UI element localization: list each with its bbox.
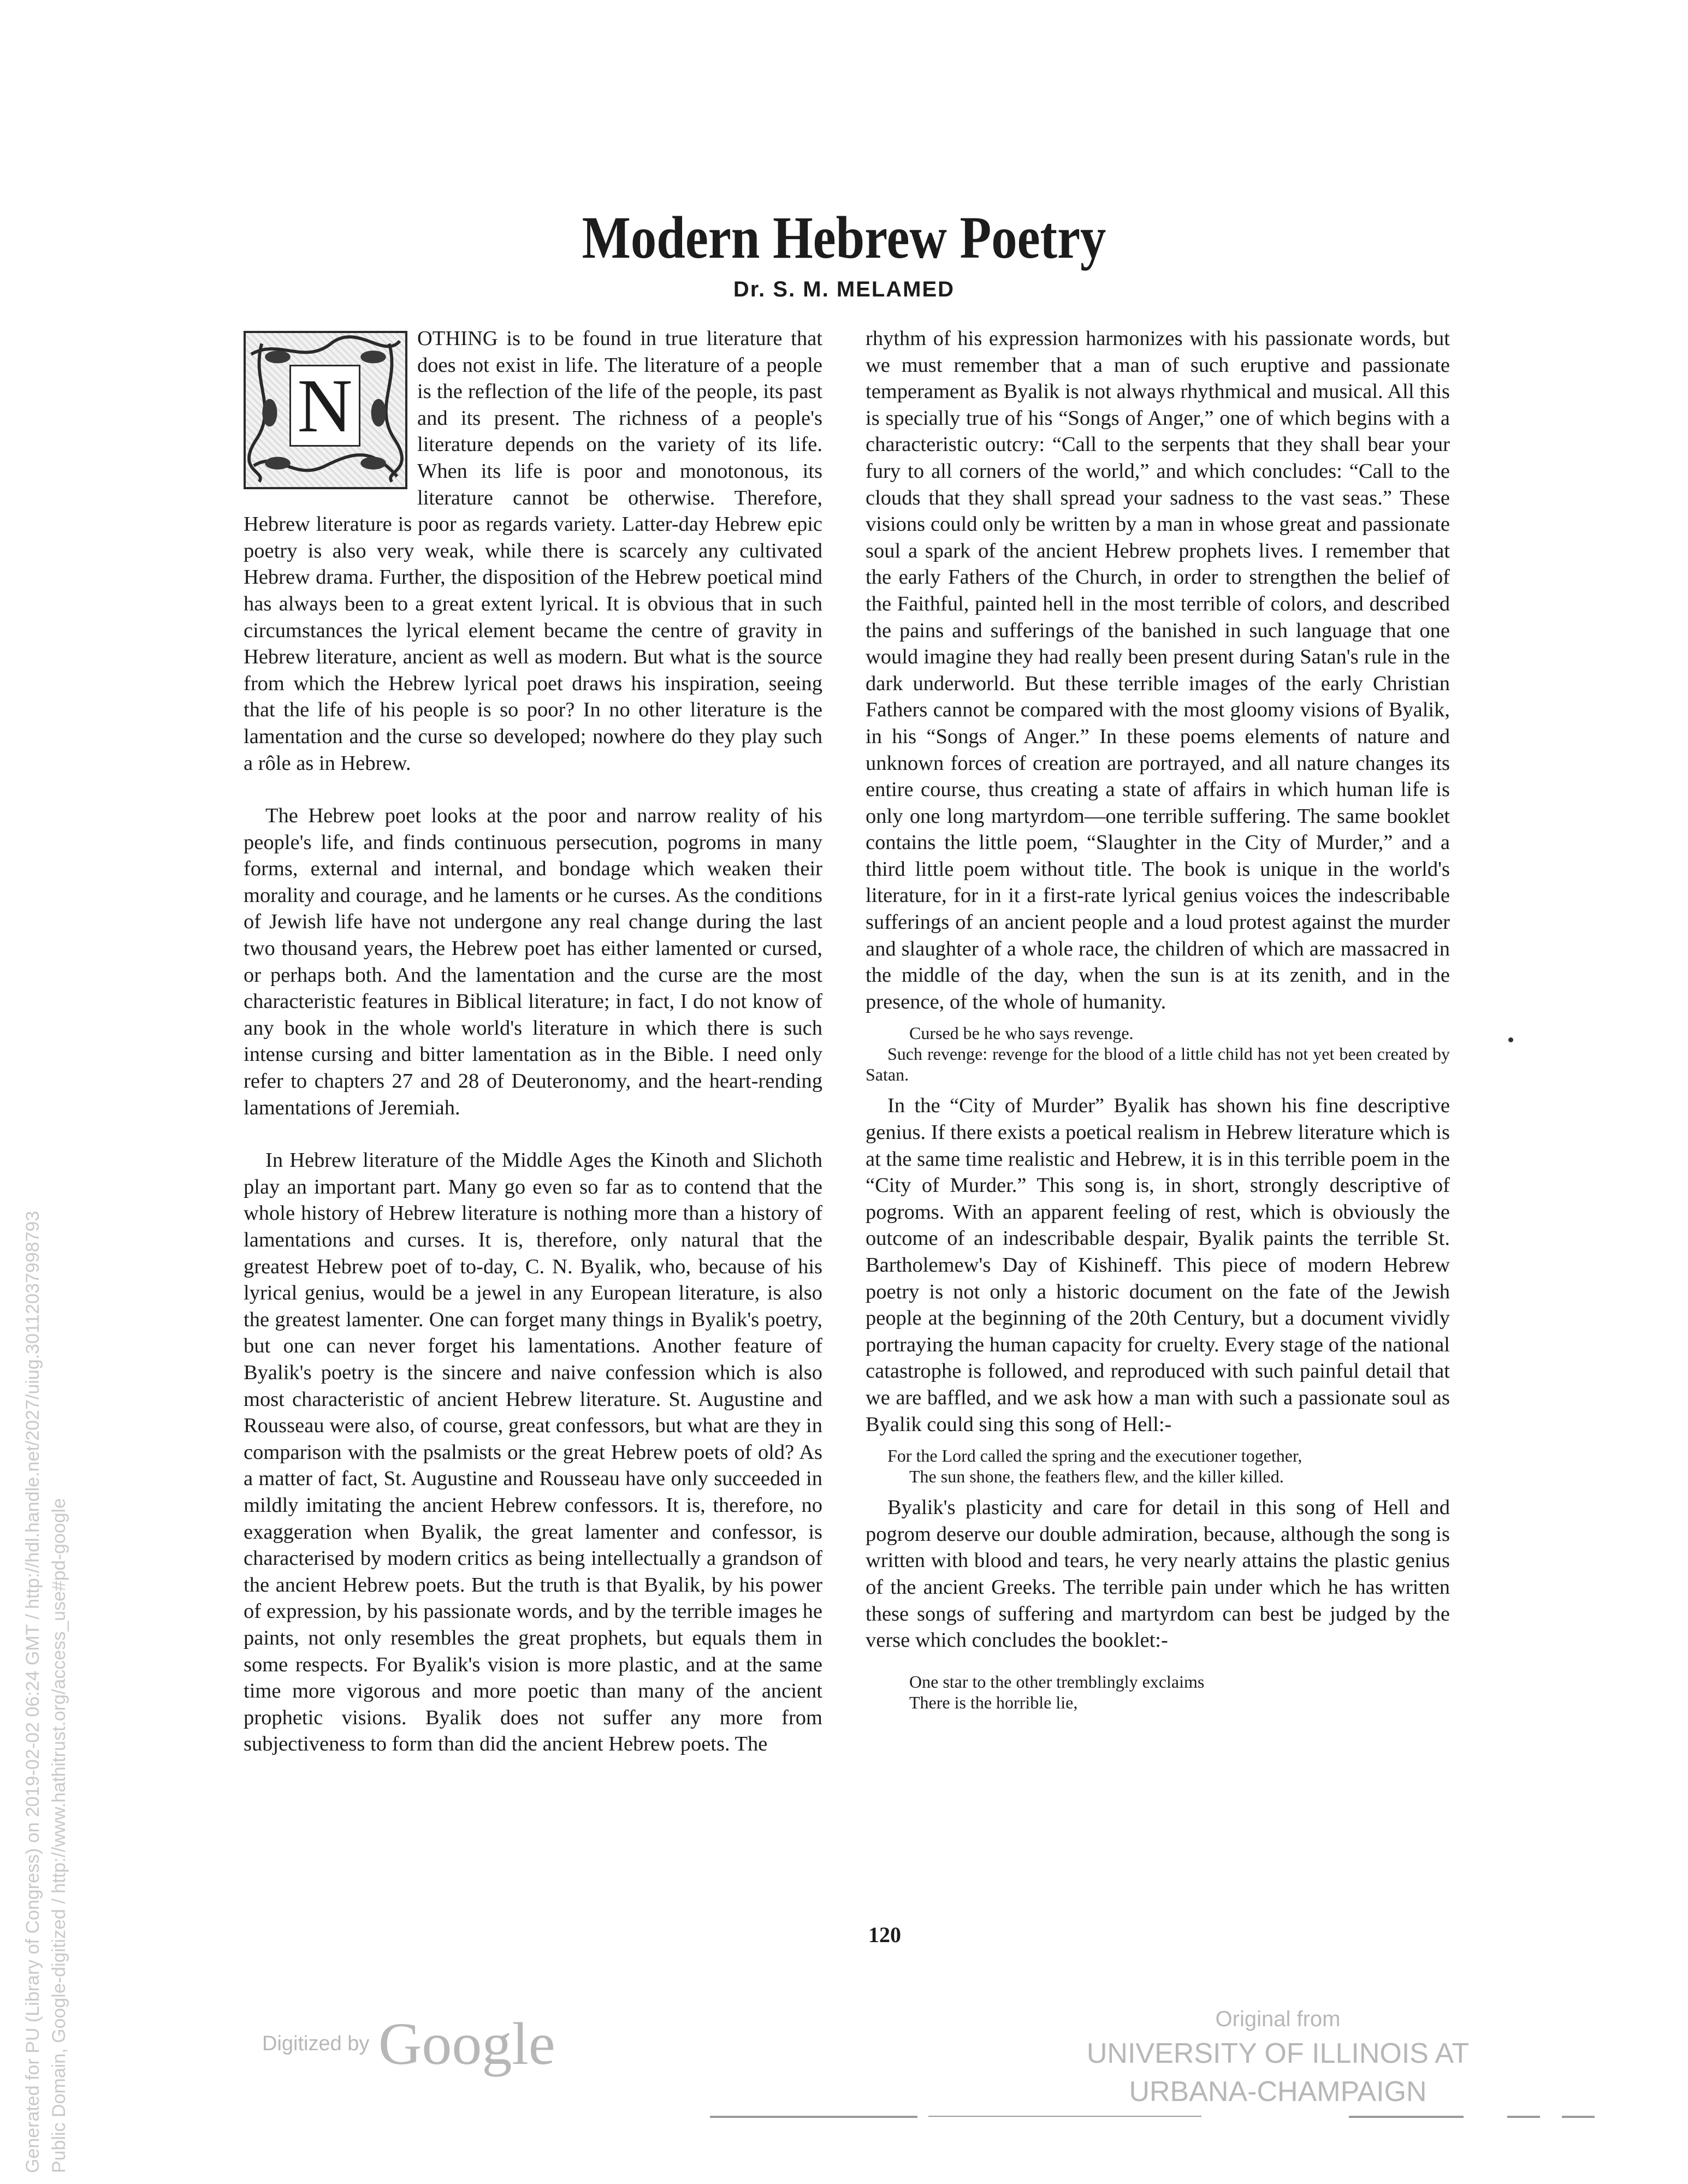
paragraph-3: In Hebrew literature of the Middle Ages the Kinoth and Slichoth play an important part. Many go even so far as to contend that the whole history of Hebrew literature is nothing more than a history of lamentations and curses. It is, therefore, only natural that the greatest Hebrew poet of to-day, C. N. Byalik, who, because of his lyrical genius, would be a jewel in any European literature, is also the greatest lamenter. One can forget many things in Byalik's poetry, but one can never forget his lamentations. Another feature of Byalik's poetry is the sincere and naive confession which is also most characteristic of ancient Hebrew literature. St. Augustine and Rousseau were also, of course, great confessors, but what are they in comparison with the psalmists or the great Hebrew poets of old? As a matter of fact, St. Augustine and Rousseau have only succeeded in mildly imitating the ancient Hebrew confessors. It is, therefore, no exaggeration when Byalik, the great lamenter and confessor, is characterised by modern critics as being intellectually a grandson of the ancient Hebrew poets. But the truth is that Byalik, by his power of expression, by his passionate words, and by the terrible images he paints, not only resembles the great prophets, but equals them in some respects. For Byalik's vision is more plastic, and at the same time more vigorous and more poetic than many of the ancient prophetic visions. Byalik does not suffer any more from subjectiveness to form than did the ancient Hebrew poets. The: [244, 1149, 822, 1756]
dropcap-letter: N: [289, 365, 360, 447]
article-title: Modern Hebrew Poetry: [582, 204, 1106, 271]
quote-2-line-1: For the Lord called the spring and the executioner together,: [887, 1446, 1302, 1466]
quote-2-line-2: The sun shone, the feathers flew, and the killer killed.: [909, 1467, 1284, 1487]
ornamental-dropcap: [244, 331, 407, 489]
institution-line-1: UNIVERSITY OF ILLINOIS AT: [1086, 2038, 1470, 2069]
access-stamp-line-2: Public Domain, Google-digitized / http://www.hathitrust.org/access_use#pd-google: [49, 1498, 69, 2173]
left-column: [244, 325, 822, 1758]
paragraph-5: In the “City of Murder” Byalik has shown his fine descriptive genius. If there exists a poetical realism in Hebrew literature which is at the same time realistic and Hebrew, it is in this terrible poem in the “City of Murder.” This song is, in short, strongly descriptive of pogroms. With an apparent feeling of rest, which is obviously the outcome of an indescribable despair, Byalik paints the terrible St. Bartholemew's Day of Kishineff. This piece of modern Hebrew poetry is not only a historic document on the fate of the Jewish people at the beginning of the 20th Century, but a document vividly portraying the human capacity for cruelty. Every stage of the national catastrophe is followed, and reproduced with such painful detail that we are baffled, and we ask how a man with such a passionate soul as Byalik could sing this song of Hell:-: [866, 1094, 1450, 1436]
original-from-block: [1070, 2004, 1485, 2111]
paragraph-2: The Hebrew poet looks at the poor and narrow reality of his people's life, and finds continuous persecution, pogroms in many forms, external and internal, and bondage which weaken their morality and courage, and he laments or he curses. As the conditions of Jewish life have not undergone any real change during the last two thousand years, the Hebrew poet has either lamented or cursed, or perhaps both. And the lamentation and the curse are the most characteristic features in Biblical literature; in fact, I do not know of any book in the whole world's literature in which there is such intense cursing and bitter lamentation as in the Bible. I need only refer to chapters 27 and 28 of Deuteronomy, and the heart-rending lamentations of Jeremiah.: [244, 804, 822, 1119]
digitized-by-label: Digitized by: [262, 2032, 370, 2055]
quote-1-line-2: Such revenge: revenge for the blood of a little child has not yet been created by Satan.: [866, 1044, 1450, 1085]
digitized-by-google: [262, 2009, 555, 2077]
institution-line-2: URBANA-CHAMPAIGN: [1129, 2076, 1427, 2108]
scan-rule-3: [1349, 2116, 1464, 2118]
paragraph-1-text: OTHING is to be found in true literature that does not exist in life. The literature of a people is the reflection of the life of the people, its past and its present. The richness of a people's literature depends on the variety of its life. When its life is poor and monotonous, its literature cannot be otherwise. Therefore, Hebrew literature is poor as regards variety. Latter-day Hebrew epic poetry is also very weak, while there is scarcely any cultivated Hebrew drama. Further, the disposition of the Hebrew poetical mind has always been to a great extent lyrical. It is obvious that in such circumstances the lyrical element became the centre of gravity in Hebrew literature, ancient as well as modern. But what is the source from which the Hebrew lyrical poet draws his inspiration, seeing that the life of his people is so poor? In no other literature is the lamentation and the curse so developed; nowhere do they play such a rôle as in Hebrew.: [244, 327, 822, 775]
paragraph-4: rhythm of his expression harmonizes with his passionate words, but we must remember that a man of such eruptive and passionate temperament as Byalik is not always rhythmical and musical. All this is specially true of his “Songs of Anger,” one of which begins with a characteristic outcry: “Call to the serpents that they shall bear your fury to all corners of the world,” and which concludes: “Call to the clouds that they shall spread your sadness to the vast seas.” These visions could only be written by a man in whose great and passionate soul a spark of the ancient Hebrew prophets lives. I remember that the early Fathers of the Church, in order to strengthen the belief of the Faithful, painted hell in the most terrible of colors, and described the pains and sufferings of the banished in such language that one would imagine they had really been present during Satan's rule in the dark underworld. But these terrible images of the early Christian Fathers cannot be compared with the most gloomy visions of Byalik, in his “Songs of Anger.” In these poems elements of nature and unknown forces of creation are portrayed, and all nature changes its entire course, thus creating a state of affairs in which human life is only one long martyrdom—one terrible suffering. The same booklet contains the little poem, “Slaughter in the City of Murder,” and a third little poem without title. The book is unique in the world's literature, for in it a first-rate lyrical genius voices the indescribable sufferings of an ancient people and a loud protest against the murder and slaughter of a whole race, the children of which are massacred in the middle of the day, when the sun is at its zenith, and in the presence, of the whole of humanity.: [866, 327, 1450, 1013]
page-number: 120: [868, 1922, 901, 1947]
scan-rule-1: [710, 2116, 917, 2118]
scan-speck: [1508, 1037, 1513, 1042]
scan-rule-5: [1562, 2116, 1595, 2118]
right-column: [866, 325, 1450, 1713]
paragraph-1: [244, 325, 822, 776]
google-logo: Google: [378, 2010, 555, 2077]
poem-line-1: One star to the other tremblingly exclaims: [909, 1671, 1205, 1692]
article-author: Dr. S. M. MELAMED: [733, 277, 955, 301]
quote-1-line-1: Cursed be he who says revenge.: [909, 1023, 1134, 1043]
scan-rule-2: [928, 2116, 1201, 2117]
access-stamp-line-1: Generated for PU (Library of Congress) on 2019-02-02 06:24 GMT / http://hdl.handle.net/2027/uiug.30112037998793: [22, 1210, 43, 2173]
scan-rule-4: [1507, 2116, 1540, 2118]
access-stamp: [20, 753, 72, 2173]
poem-line-2: There is the horrible lie,: [909, 1692, 1078, 1712]
original-from-label: Original from: [1215, 2007, 1341, 2031]
paragraph-6: Byalik's plasticity and care for detail in this song of Hell and pogrom deserve our double admiration, because, although the song is written with blood and tears, he very nearly attains the plastic genius of the ancient Greeks. The terrible pain under which he has written these songs of suffering and martyrdom can best be judged by the verse which concludes the booklet:-: [866, 1496, 1450, 1652]
